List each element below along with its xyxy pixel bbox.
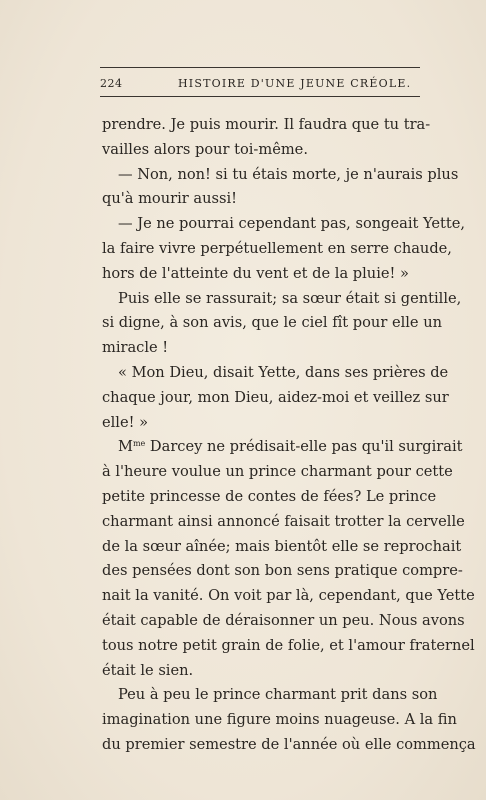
text-line: des pensées dont son bon sens pratique compre- (102, 562, 463, 580)
running-title: HISTOIRE D'UNE JEUNE CRÉOLE. (178, 77, 412, 90)
text-line: « Mon Dieu, disait Yette, dans ses prières de (118, 363, 449, 381)
text-line-content: Darcey ne prédisait-elle pas qu'il surgirait (149, 438, 463, 456)
text-line: la faire vivre perpétuellement en serre chaude, (102, 239, 452, 257)
header-top-rule (100, 67, 420, 68)
text-line: était capable de déraisonner un peu. Nous avons (102, 611, 465, 629)
text-line: chaque jour, mon Dieu, aidez-moi et veillez sur (102, 388, 449, 406)
mme-prefix: M (118, 438, 133, 456)
text-line: de la sœur aînée; mais bientôt elle se reprochait (102, 537, 462, 555)
text-line: charmant ainsi annoncé faisait trotter la cervelle (102, 512, 465, 530)
text-line: à l'heure voulue un prince charmant pour cette (102, 463, 453, 481)
header-bottom-rule (100, 96, 420, 97)
text-line: imagination une figure moins nuageuse. A la fin (102, 711, 457, 729)
page-number: 224 (100, 77, 123, 90)
text-line: — Je ne pourrai cependant pas, songeait Yette, (118, 215, 465, 233)
text-line: petite princesse de contes de fées? Le prince (102, 487, 437, 505)
text-line: si digne, à son avis, que le ciel fît pour elle un (102, 314, 442, 332)
mme-abbrev (118, 438, 145, 455)
text-line: prendre. Je puis mourir. Il faudra que tu tra- (102, 116, 431, 133)
text-line: était le sien. (102, 661, 194, 679)
text-line: miracle ! (102, 339, 169, 357)
text-line: Peu à peu le prince charmant prit dans son (118, 686, 438, 704)
text-line: hors de l'atteinte du vent et de la pluie! » (102, 264, 409, 282)
text-line: Puis elle se rassurait; sa sœur était si gentille, (118, 289, 462, 307)
mme-superscript: me (132, 439, 146, 449)
text-line: vailles alors pour toi-même. (102, 140, 308, 158)
text-line: tous notre petit grain de folie, et l'amour fraternel (102, 636, 475, 654)
running-header (100, 77, 420, 91)
text-line: nait la vanité. On voit par là, cependant, que Yette (102, 587, 475, 605)
text-line-mme (102, 435, 463, 460)
text-line: elle! » (102, 413, 149, 431)
text-line: du premier semestre de l'année où elle commença (102, 735, 476, 753)
text-line: qu'à mourir aussi! (102, 190, 237, 208)
text-line: — Non, non! si tu étais morte, je n'aurais plus (118, 165, 459, 183)
body-text (102, 113, 476, 758)
